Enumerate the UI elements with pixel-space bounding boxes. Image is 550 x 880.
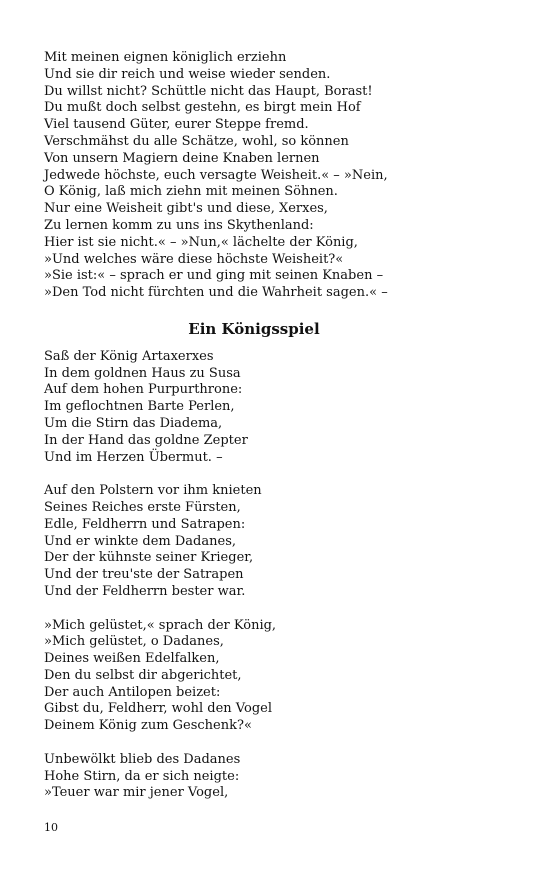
text-line: Und der Feldherrn bester war. [44, 583, 246, 599]
text-line: »Mich gelüstet,« sprach der König, [44, 617, 277, 633]
text-line: In der Hand das goldne Zepter [44, 432, 248, 448]
text-line: Saß der König Artaxerxes [44, 348, 214, 364]
text-line: Hier ist sie nicht.« – »Nun,« lächelte der König, [44, 234, 358, 250]
text-line: Hohe Stirn, da er sich neigte: [44, 768, 240, 784]
text-line: Auf den Polstern vor ihm knieten [44, 483, 262, 499]
page-number: 10 [44, 821, 58, 834]
text-line: Seines Reiches erste Fürsten, [44, 499, 241, 515]
text-line: Deines weißen Edelfalken, [44, 651, 220, 667]
text-line: »Und welches wäre diese höchste Weisheit?« [44, 251, 344, 267]
stanza-4 [44, 752, 464, 802]
text-line: »Mich gelüstet, o Dadanes, [44, 634, 224, 650]
text-line: Und im Herzen Übermut. – [44, 449, 223, 465]
text-line: Im geflochtnen Barte Perlen, [44, 399, 235, 415]
text-line: Und sie dir reich und weise wieder senden. [44, 66, 331, 82]
text-line: Von unsern Magiern deine Knaben lernen [44, 150, 320, 166]
text-line: Den du selbst dir abgerichtet, [44, 667, 242, 683]
text-line: Zu lernen komm zu uns ins Skythenland: [44, 217, 314, 233]
text-line: Edle, Feldherrn und Satrapen: [44, 516, 246, 532]
text-line: Jedwede höchste, euch versagte Weisheit.« – »Nein, [44, 167, 388, 183]
text-line: Du mußt doch selbst gestehn, es birgt mein Hof [44, 100, 361, 116]
text-line: Viel tausend Güter, eurer Steppe fremd. [44, 117, 309, 133]
text-line: Mit meinen eignen königlich erziehn [44, 50, 287, 65]
text-line: Nur eine Weisheit gibt's und diese, Xerxes, [44, 201, 328, 217]
text-line: Du willst nicht? Schüttle nicht das Haupt, Borast! [44, 83, 373, 99]
text-line: Unbewölkt blieb des Dadanes [44, 751, 241, 767]
text-line: »Teuer war mir jener Vogel, [44, 785, 229, 801]
text-line: Und der treu'ste der Satrapen [44, 567, 244, 583]
text-line: Verschmähst du alle Schätze, wohl, so können [44, 133, 349, 149]
text-line: »Sie ist:« – sprach er und ging mit seinen Knaben – [44, 268, 384, 284]
page-body [44, 50, 464, 802]
stanza-1 [44, 349, 464, 467]
text-line: Deinem König zum Geschenk?« [44, 718, 252, 734]
stanza-2 [44, 483, 464, 601]
text-line: Der der kühnste seiner Krieger, [44, 550, 254, 566]
text-line: Gibst du, Feldherr, wohl den Vogel [44, 701, 272, 717]
text-line: Und er winkte dem Dadanes, [44, 533, 236, 549]
text-line: In dem goldnen Haus zu Susa [44, 365, 241, 381]
text-line: Der auch Antilopen beizet: [44, 684, 221, 700]
poem-title: Ein Königsspiel [188, 319, 320, 338]
text-line: Auf dem hohen Purpurthrone: [44, 382, 243, 398]
intro-passage [44, 50, 464, 302]
text-line: Um die Stirn das Diadema, [44, 415, 223, 431]
text-line: »Den Tod nicht fürchten und die Wahrheit sagen.« – [44, 285, 388, 301]
text-line: O König, laß mich ziehn mit meinen Söhnen. [44, 184, 338, 200]
stanza-3 [44, 618, 464, 736]
